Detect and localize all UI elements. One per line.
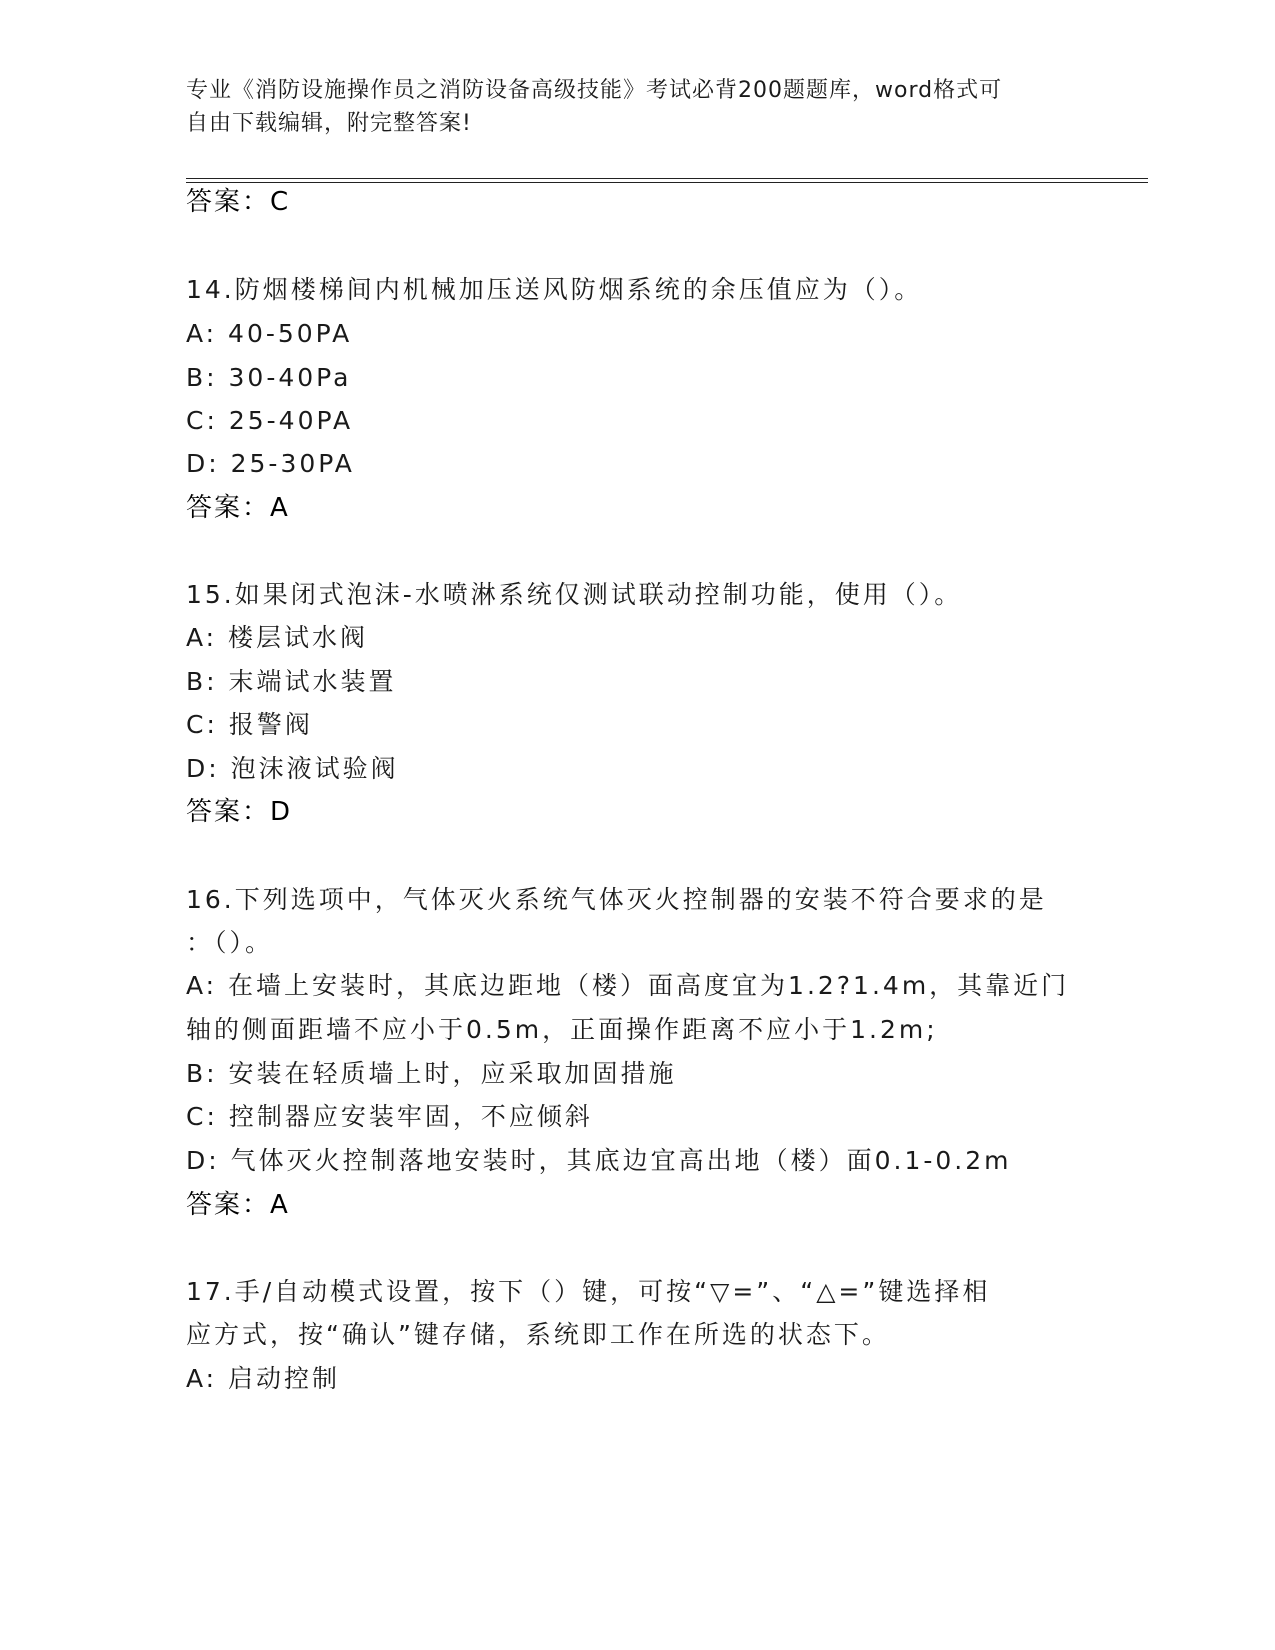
question-16-option-a: A: 在墙上安装时，其底边距地（楼）面高度宜为1.2?1.4m，其靠近门: [186, 971, 1070, 1000]
question-16-option-d: D: 气体灭火控制落地安装时，其底边宜高出地（楼）面0.1-0.2m: [186, 1146, 1012, 1175]
header-divider-top: [186, 178, 1148, 179]
question-15-option-a: A: 楼层试水阀: [186, 623, 369, 652]
question-14-option-d: D: 25-30PA: [186, 449, 355, 478]
header-line-1: 专业《消防设施操作员之消防设备高级技能》考试必背200题题库，word格式可: [186, 78, 1003, 103]
question-17-stem-line-1: 17.手/自动模式设置，按下（）键，可按“▽=”、“△=”键选择相: [186, 1277, 991, 1306]
question-15-stem: 15.如果闭式泡沫-水喷淋系统仅测试联动控制功能，使用（）。: [186, 580, 963, 609]
question-14-stem: 14.防烟楼梯间内机械加压送风防烟系统的余压值应为（）。: [186, 275, 923, 304]
question-14-option-c: C: 25-40PA: [186, 406, 354, 435]
question-15-option-c: C: 报警阀: [186, 710, 313, 739]
question-16-stem-line-2: ：（）。: [186, 928, 274, 957]
question-14-answer: 答案：A: [186, 493, 290, 523]
question-15-answer: 答案：D: [186, 797, 293, 827]
question-17-option-a: A: 启动控制: [186, 1364, 341, 1393]
document-header: [186, 74, 1086, 140]
question-15-option-d: D: 泡沫液试验阀: [186, 754, 399, 783]
question-16-option-c: C: 控制器应安装牢固，不应倾斜: [186, 1102, 593, 1131]
header-line-2: 自由下载编辑，附完整答案!: [186, 111, 472, 136]
question-16-answer: 答案：A: [186, 1190, 290, 1220]
question-16-option-a-cont: 轴的侧面距墙不应小于0.5m，正面操作距离不应小于1.2m;: [186, 1015, 938, 1044]
header-divider-bottom: [186, 182, 1148, 183]
question-16-option-b: B: 安装在轻质墙上时，应采取加固措施: [186, 1059, 677, 1088]
question-14-option-a: A: 40-50PA: [186, 319, 353, 348]
question-14-option-b: B: 30-40Pa: [186, 363, 352, 392]
question-17-stem-line-2: 应方式，按“确认”键存储，系统即工作在所选的状态下。: [186, 1320, 890, 1349]
question-15-option-b: B: 末端试水装置: [186, 667, 397, 696]
answer-previous: 答案：C: [186, 187, 291, 217]
question-16-stem-line-1: 16.下列选项中，气体灭火系统气体灭火控制器的安装不符合要求的是: [186, 885, 1047, 914]
